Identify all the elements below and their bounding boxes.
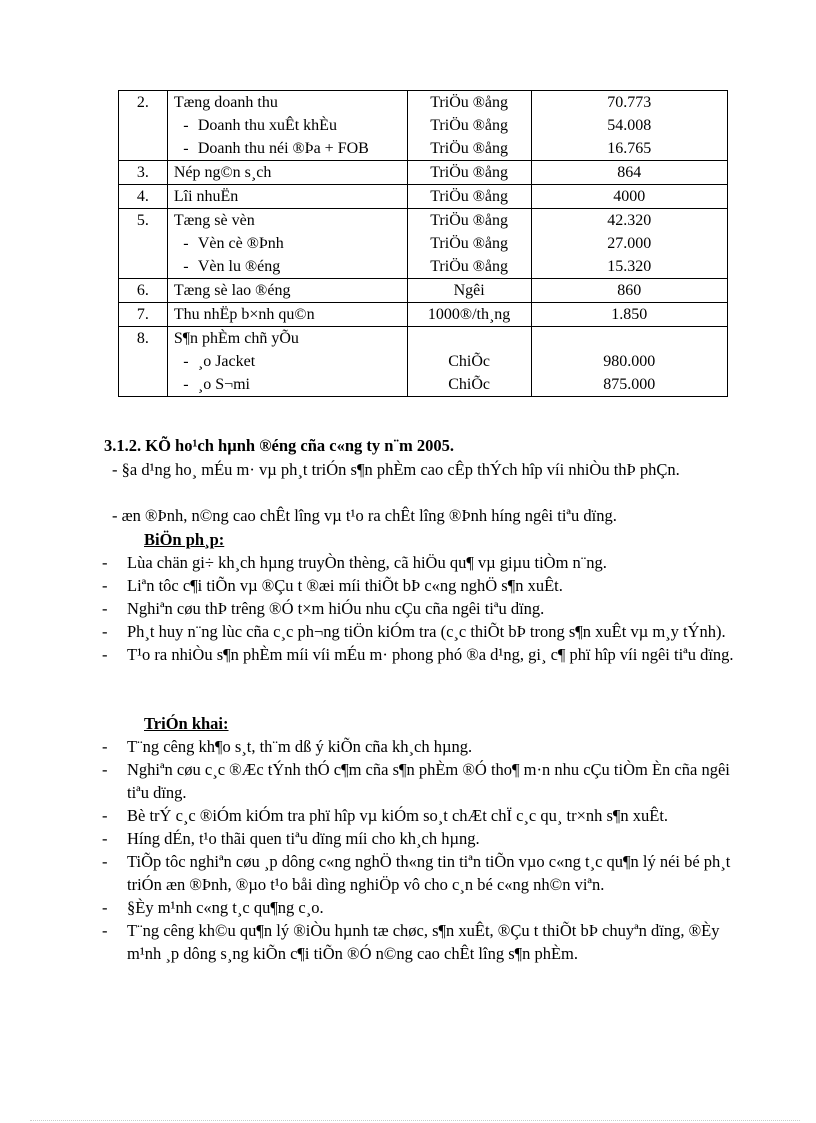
indicator-name-cell: [167, 185, 407, 209]
row-number: 5.: [119, 209, 168, 279]
list-item: [100, 574, 742, 597]
table-body: [119, 91, 728, 397]
row-number: 3.: [119, 161, 168, 185]
bullet-dash: -: [102, 576, 108, 595]
unit: TriÖu ®ång: [430, 258, 509, 275]
list-item: [100, 597, 742, 620]
sub-indicator-name: - Vèn lu ®éng: [183, 258, 281, 275]
value: 16.765: [607, 140, 652, 157]
bullet-dash: -: [102, 829, 108, 848]
indicator-name: Thu nhËp b×nh qu©n: [173, 306, 315, 323]
list-item: [100, 735, 742, 758]
bullet-dash: -: [102, 806, 108, 825]
indicator-name-cell: [167, 303, 407, 327]
bullet-dash: -: [102, 622, 108, 641]
unit-cell: [407, 209, 531, 279]
list-item-text: Liªn tôc c¶i tiÕn vµ ®Çu t ®æi míi thiÕt bÞ c«ng nghÖ s¶n xuÊt.: [127, 576, 563, 595]
value: 875.000: [603, 376, 656, 393]
list-item: [100, 919, 742, 965]
sub-indicator-text: Doanh thu xuÊt khÈu: [197, 117, 337, 134]
row-number: 4.: [119, 185, 168, 209]
table-row: [119, 209, 728, 279]
value: 860: [617, 282, 642, 299]
indicator-name-cell: [167, 279, 407, 303]
sub-indicator-text: Vèn cè ®Þnh: [197, 235, 284, 252]
value-cell: [531, 209, 727, 279]
table-row: [119, 161, 728, 185]
unit: [408, 327, 531, 350]
section-heading: 3.1.2. KÕ ho¹ch hµnh ®éng cña c«ng ty n¨m 2005.: [104, 436, 454, 455]
unit-cell: [407, 161, 531, 185]
indicator-name-cell: [167, 209, 407, 279]
list-item-text: T¹o ra nhiÒu s¶n phÈm míi víi mÉu m· phong phó ®a d¹ng, gi¸ c¶ phï hîp víi ngêi tiªu dïng.: [127, 645, 734, 664]
unit: 1000®/th¸ng: [427, 306, 511, 323]
list-item-text: Lùa chän gi÷ kh¸ch hµng truyÒn thèng, cã hiÖu qu¶ vµ giµu tiÒm n¨ng.: [127, 553, 607, 572]
indicator-name: Lîi nhuËn: [173, 188, 239, 205]
table-row: [119, 279, 728, 303]
unit: TriÖu ®ång: [430, 188, 509, 205]
value: 4000: [613, 188, 646, 205]
value-cell: [531, 279, 727, 303]
row-number: 7.: [119, 303, 168, 327]
bullet-dash: -: [102, 553, 108, 572]
bullet-dash: -: [102, 645, 108, 664]
bullet-dash: -: [102, 852, 108, 871]
sub-indicator-text: Vèn lu ®éng: [197, 258, 281, 275]
value: 54.008: [607, 117, 652, 134]
indicator-name: Tæng sè lao ®éng: [173, 282, 291, 299]
unit: Ngêi: [453, 282, 485, 299]
unit: TriÖu ®ång: [430, 94, 509, 111]
sub-indicator-name: - ¸o Jacket: [183, 353, 256, 370]
value: 15.320: [607, 258, 652, 275]
bien-phap-label: BiÖn ph¸p:: [144, 530, 225, 549]
sub-indicator-text: ¸o Jacket: [197, 353, 256, 370]
table-row: [119, 91, 728, 161]
bullet-dash: -: [102, 921, 108, 940]
value-cell: [531, 327, 727, 397]
bullet-dash: -: [102, 599, 108, 618]
row-number: 8.: [119, 327, 168, 397]
list-item: [100, 804, 742, 827]
unit-cell: [407, 185, 531, 209]
trien-khai-list: [100, 735, 742, 965]
list-item-text: T¨ng cêng kh¶o s¸t, th¨m dß ý kiÕn cña kh¸ch hµng.: [127, 737, 473, 756]
value: [532, 327, 727, 350]
unit-cell: [407, 279, 531, 303]
bullet-dash: -: [102, 737, 108, 756]
page-bottom-divider: [30, 1120, 800, 1121]
value-cell: [531, 91, 727, 161]
bien-phap-list: [100, 551, 742, 666]
list-item-text: §Èy m¹nh c«ng t¸c qu¶ng c¸o.: [127, 898, 324, 917]
unit-cell: [407, 303, 531, 327]
indicator-name: Nép ng©n s¸ch: [173, 164, 272, 181]
trien-khai-label: TriÓn khai:: [144, 714, 229, 733]
sub-indicator-text: Doanh thu néi ®Þa + FOB: [197, 140, 369, 157]
row-number: 6.: [119, 279, 168, 303]
value-cell: [531, 161, 727, 185]
indicator-name: Tæng sè vèn: [173, 212, 255, 229]
value: 980.000: [603, 353, 656, 370]
list-item-text: Nghiªn cøu thÞ trêng ®Ó t×m hiÓu nhu cÇu cña ngêi tiªu dïng.: [127, 599, 545, 618]
indicator-name-cell: [167, 161, 407, 185]
list-item: [100, 896, 742, 919]
list-item-text: Híng dÉn, t¹o thãi quen tiªu dïng míi cho kh¸ch hµng.: [127, 829, 480, 848]
list-item: [100, 643, 742, 666]
value-cell: [531, 185, 727, 209]
sub-indicator-name: - Doanh thu néi ®Þa + FOB: [183, 140, 369, 157]
value-cell: [531, 303, 727, 327]
indicator-name-cell: [167, 91, 407, 161]
row-number: 2.: [119, 91, 168, 161]
list-item-text: Bè trÝ c¸c ®iÓm kiÓm tra phï hîp vµ kiÓm so¸t chÆt chÏ c¸c qu¸ tr×nh s¶n xuÊt.: [127, 806, 669, 825]
value: 70.773: [607, 94, 652, 111]
intro-paragraph-1: - §a d¹ng ho¸ mÉu m· vµ ph¸t triÓn s¶n phÈm cao cÊp thÝch hîp víi nhiÒu thÞ phÇn.: [112, 460, 680, 479]
bullet-dash: -: [102, 760, 108, 779]
bullet-dash: -: [102, 898, 108, 917]
unit: TriÖu ®ång: [430, 117, 509, 134]
list-item: [100, 827, 742, 850]
value: 864: [617, 164, 642, 181]
list-item-text: TiÕp tôc nghiªn cøu ¸p dông c«ng nghÖ th«ng tin tiªn tiÕn vµo c«ng t¸c qu¶n lý néi bé ph¸t triÓn æn ®Þnh, ®µo t¹o båi dìng nghiÖp vô cho c¸n bé c«ng nh©n viªn.: [127, 852, 731, 894]
unit: ChiÕc: [448, 353, 490, 370]
value: 42.320: [607, 212, 652, 229]
list-item: [100, 620, 742, 643]
unit: TriÖu ®ång: [430, 140, 509, 157]
plan-indicators-table: [118, 90, 728, 397]
indicator-name: Tæng doanh thu: [173, 94, 278, 111]
unit: TriÖu ®ång: [430, 164, 509, 181]
list-item: [100, 758, 742, 804]
list-item: [100, 551, 742, 574]
unit: TriÖu ®ång: [430, 212, 509, 229]
list-item-text: Ph¸t huy n¨ng lùc cña c¸c ph¬ng tiÖn kiÓm tra (c¸c thiÕt bÞ trong s¶n xuÊt vµ m¸y tÝnh).: [127, 622, 726, 641]
unit-cell: [407, 327, 531, 397]
intro-paragraph-2: - æn ®Þnh, n©ng cao chÊt lîng vµ t¹o ra chÊt lîng ®Þnh híng ngêi tiªu dïng.: [112, 506, 617, 525]
indicator-name: S¶n phÈm chñ yÕu: [173, 330, 299, 347]
table-row: [119, 303, 728, 327]
table-row: [119, 327, 728, 397]
sub-indicator-name: - Doanh thu xuÊt khÈu: [183, 117, 337, 134]
unit-cell: [407, 91, 531, 161]
sub-indicator-text: ¸o S¬mi: [197, 376, 250, 393]
sub-indicator-name: - Vèn cè ®Þnh: [183, 235, 284, 252]
list-item: [100, 850, 742, 896]
value: 1.850: [611, 306, 648, 323]
unit: ChiÕc: [448, 376, 490, 393]
list-item-text: Nghiªn cøu c¸c ®Æc tÝnh thÓ c¶m cña s¶n phÈm ®Ó tho¶ m·n nhu cÇu tiÒm Èn cña ngêi tiªu dïng.: [127, 760, 730, 802]
unit: TriÖu ®ång: [430, 235, 509, 252]
value: 27.000: [607, 235, 652, 252]
list-item-text: T¨ng cêng kh©u qu¶n lý ®iÒu hµnh tæ chøc, s¶n xuÊt, ®Çu t thiÕt bÞ chuyªn dïng, ®Èy m¹nh ¸p dông s¸ng kiÕn c¶i tiÕn ®Ó n©ng cao chÊt lîng s¶n phÈm.: [127, 921, 720, 963]
indicator-name-cell: [167, 327, 407, 397]
sub-indicator-name: - ¸o S¬mi: [183, 376, 250, 393]
table-row: [119, 185, 728, 209]
